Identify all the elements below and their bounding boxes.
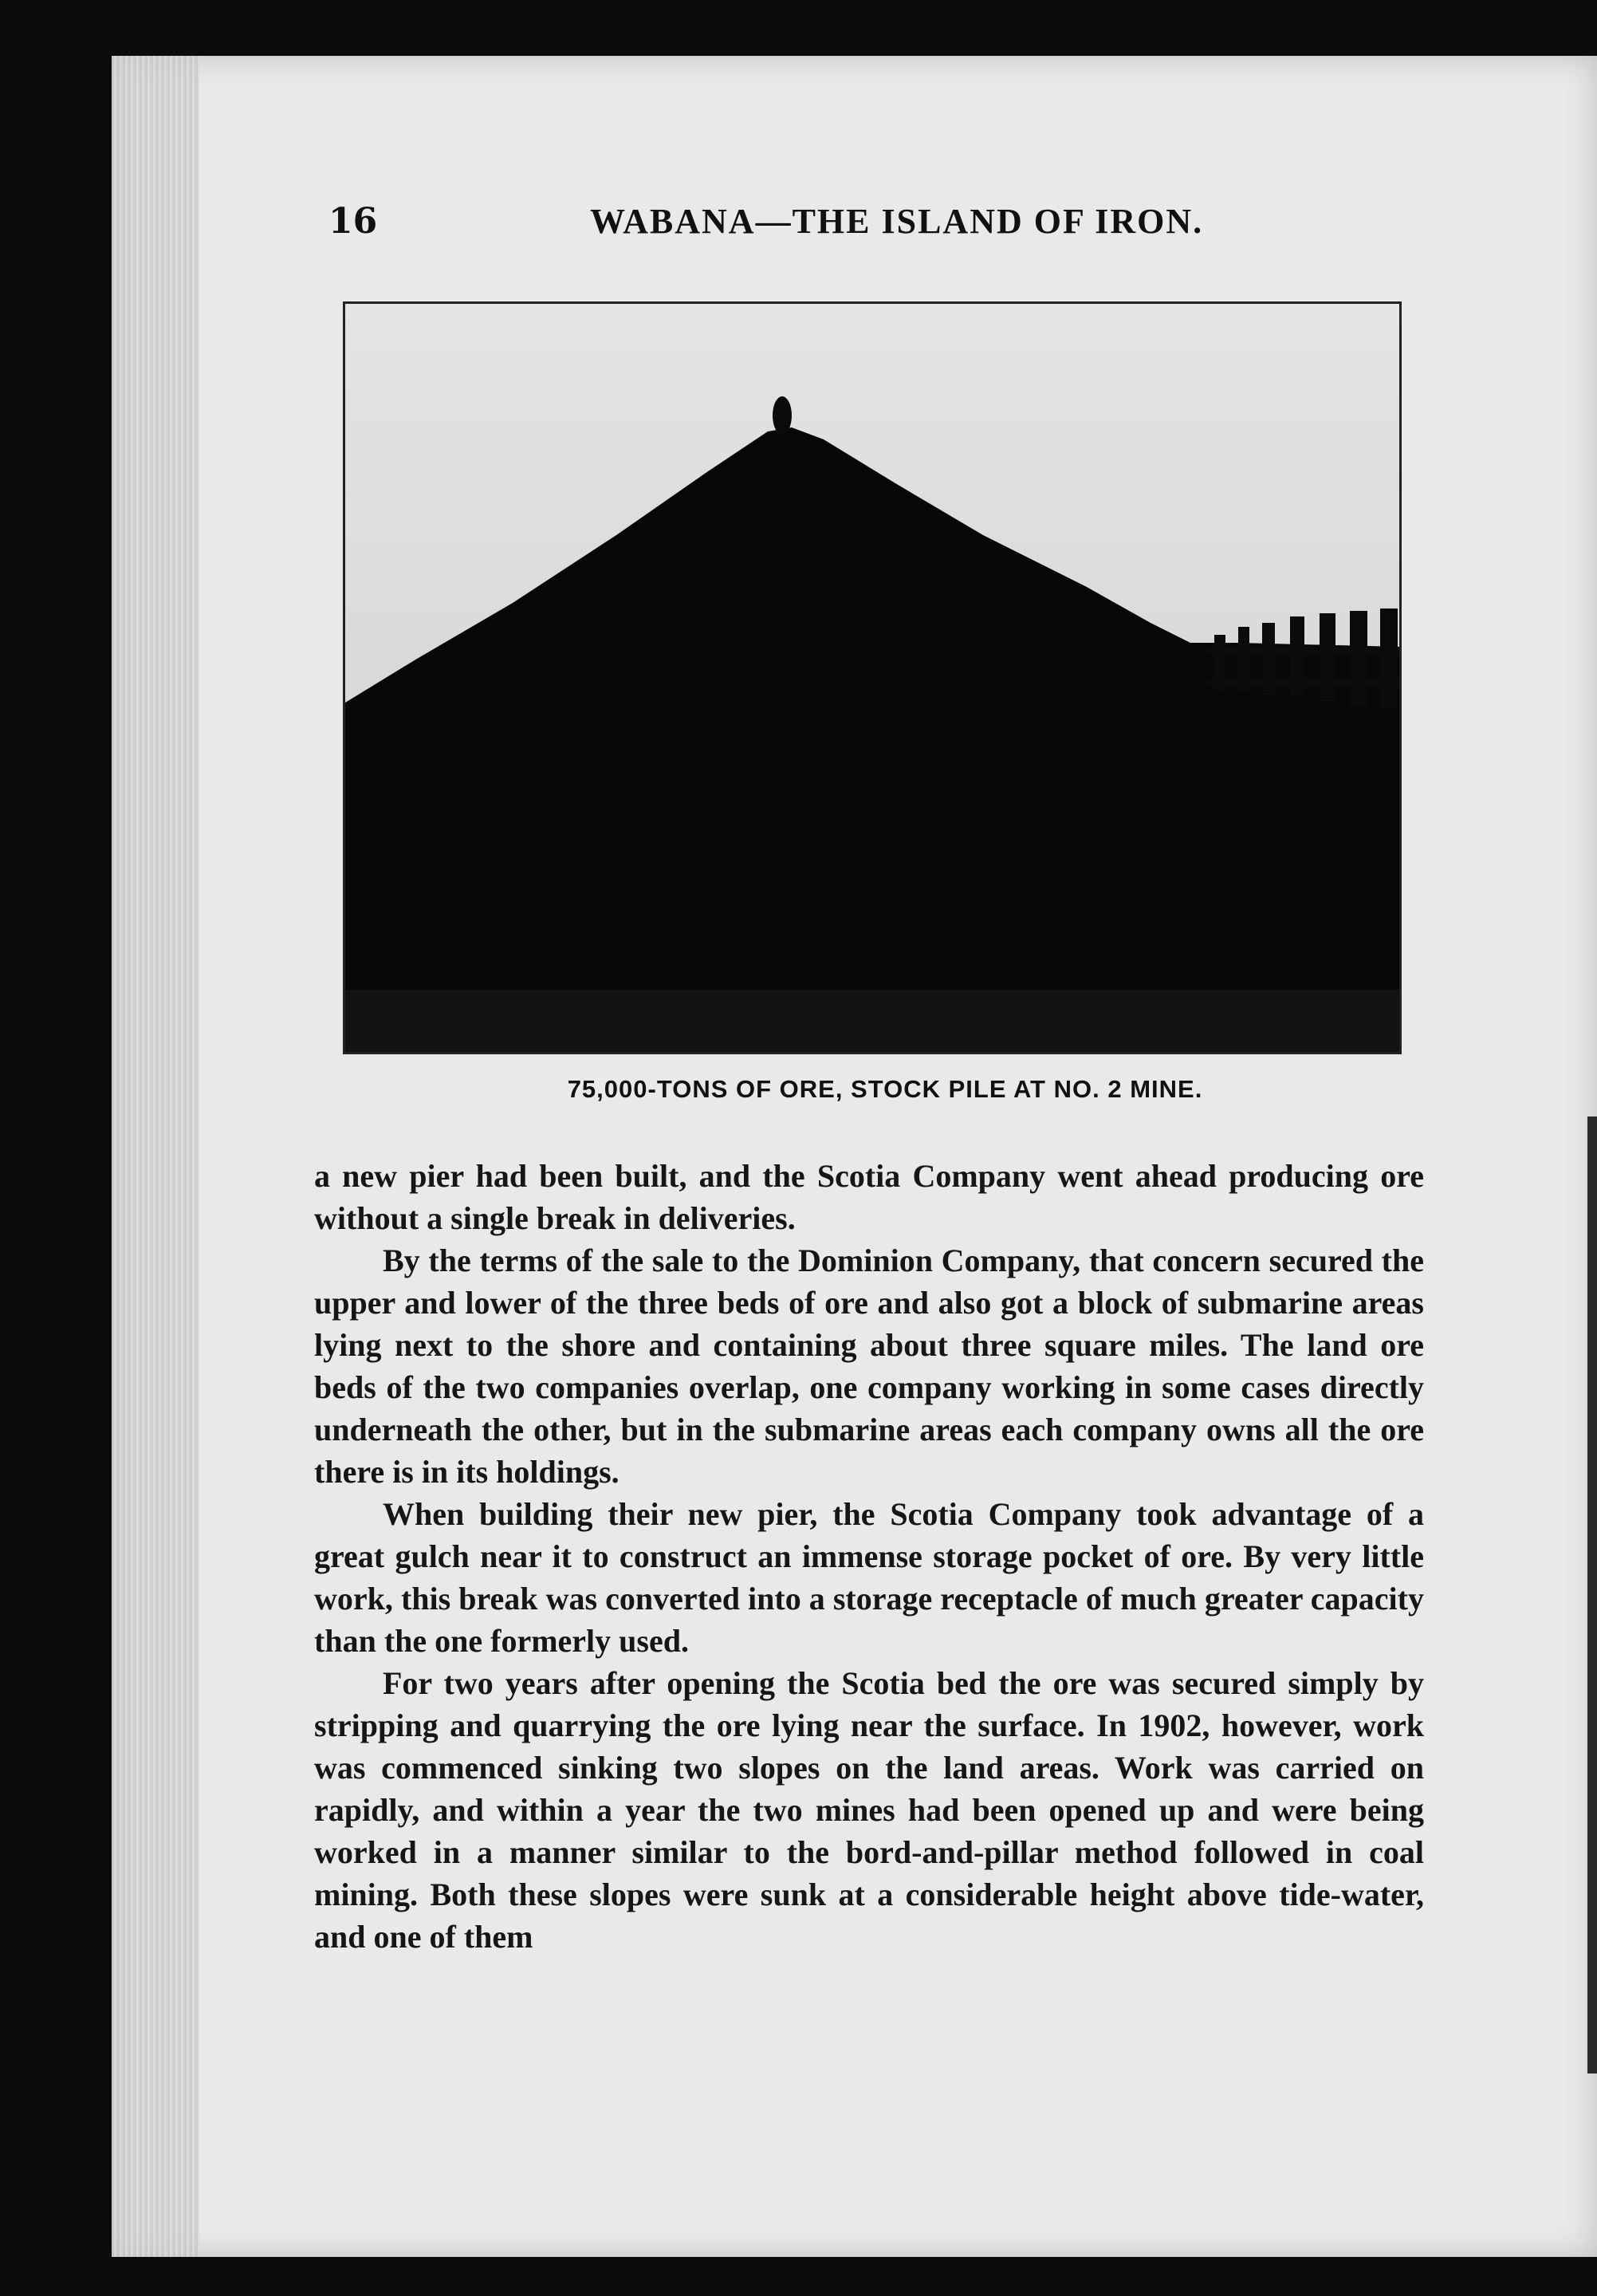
running-title: WABANA—THE ISLAND OF IRON. — [590, 202, 1204, 241]
body-text — [314, 1155, 1424, 1958]
photo-illustration — [345, 304, 1399, 1052]
figure-atop-pile — [773, 396, 792, 435]
ore-stockpile-photo — [343, 301, 1402, 1054]
paragraph-3: When building their new pier, the Scotia Company took advantage of a great gulch near it to construct an immense storage pocket of ore. By very little work, this break was converted into a storage receptacle of much greater capacity than the one formerly used. — [314, 1496, 1424, 1659]
figure-caption: 75,000-TONS OF ORE, STOCK PILE AT NO. 2 MINE. — [567, 1075, 1203, 1103]
scan-edge-strip — [1587, 1116, 1597, 2073]
paragraph-2: By the terms of the sale to the Dominion Company, that concern secured the upper and lower of the three beds of ore and also got a block of submarine areas lying next to the shore and containing about three square miles. The land ore beds of the two companies overlap, one company working in some cases directly underneath the other, but in the submarine areas each company owns all the ore there is in its holdings. — [314, 1243, 1424, 1490]
page-header — [319, 201, 1451, 249]
photo-ground — [345, 990, 1399, 1052]
paragraph-4: For two years after opening the Scotia bed the ore was secured simply by stripping and quarrying the ore lying near the surface. In 1902, however, work was commenced sinking two slopes on the land areas. Work was carried on rapidly, and within a year the two mines had been opened up and were being worked in a manner similar to the bord-and-pillar method followed in coal mining. Both these slopes were sunk at a considerable height above tide-water, and one of them — [314, 1665, 1424, 1955]
paragraph-1: a new pier had been built, and the Scotia Company went ahead producing ore without a single break in deliveries. — [314, 1158, 1424, 1236]
page-edge-binding — [112, 56, 199, 2257]
page-number: 16 — [328, 201, 378, 242]
